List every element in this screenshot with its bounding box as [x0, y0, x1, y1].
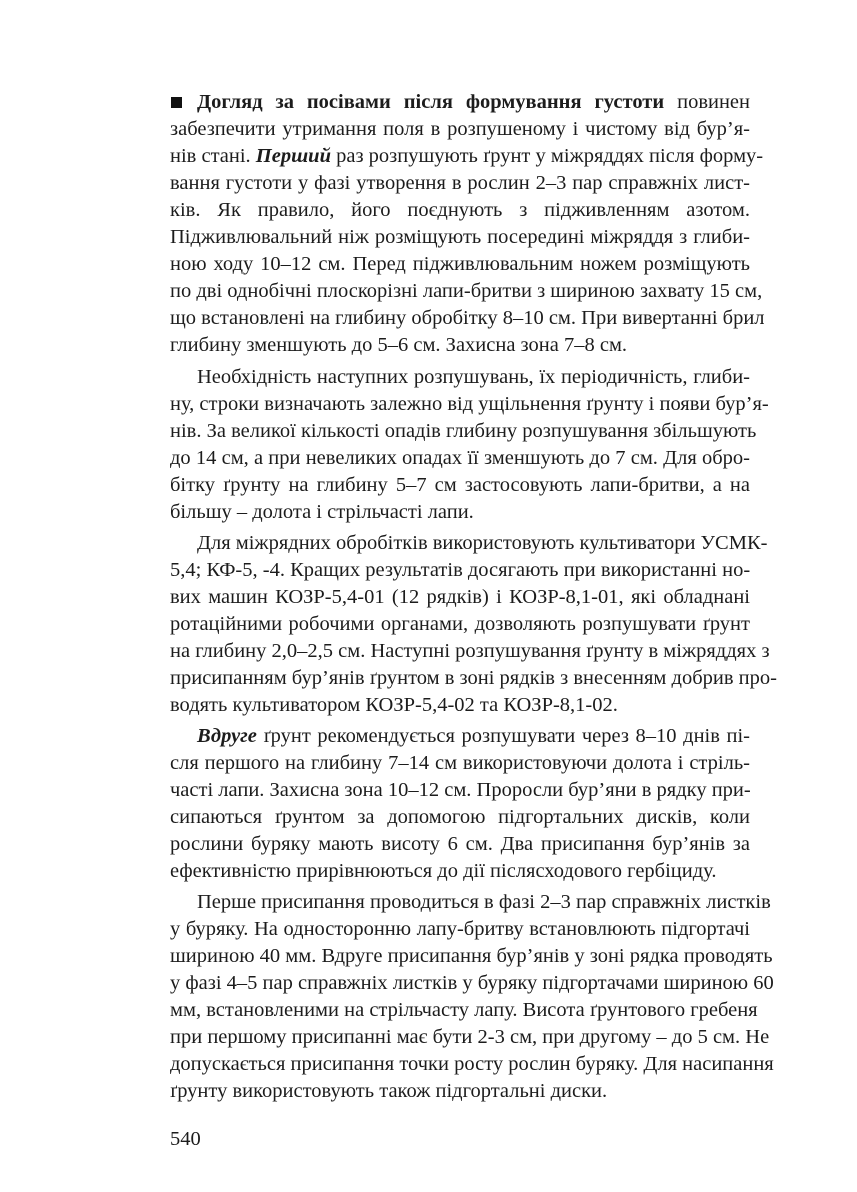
text-line: часті лапи. Захисна зона 10–12 см. Проросли бур’яни в рядку при-: [170, 779, 751, 801]
text-line: мм, встановленими на стрільчасту лапу. Висота ґрунтового гребеня: [170, 999, 758, 1021]
text-line: нів. За великої кількості опадів глибину розпушування збільшують: [170, 420, 757, 442]
page-number: 540: [170, 1128, 201, 1150]
text-line: ґрунту використовують також підгортальні диски.: [170, 1080, 608, 1102]
text-fragment: нів стані.: [170, 145, 251, 167]
text-line: Необхідність наступних розпушувань, їх періодичність, глиби-: [197, 366, 750, 388]
text-line: присипанням бур’янів ґрунтом в зоні рядків з внесенням добрив про-: [170, 667, 777, 689]
text-line: на глибину 2,0–2,5 см. Наступні розпушування ґрунту в міжряддях з: [170, 640, 770, 662]
text-line: [197, 89, 750, 116]
text-line: ну, строки визначають залежно від ущільнення ґрунту і появи бур’я-: [170, 393, 769, 415]
text-line: вих машин КОЗР-5,4-01 (12 рядків) і КОЗР-8,1-01, які обладнані: [170, 586, 750, 608]
text-line: до 14 см, а при невеликих опадах її зменшують до 7 см. Для обро-: [170, 447, 750, 469]
text-line: ротаційними робочими органами, дозволяють розпушувати ґрунт: [170, 613, 750, 635]
text-line: сля першого на глибину 7–14 см використовуючи долота і стріль-: [170, 752, 750, 774]
emphasis-term: Вдруге: [197, 725, 257, 747]
text-line: Для міжрядних обробітків використовують культиватори УСМК-: [197, 532, 768, 554]
text-line: рослини буряку мають висоту 6 см. Два присипання бур’янів за: [170, 833, 750, 855]
text-line: ків. Як правило, його поєднують з підживленням азотом.: [170, 199, 750, 221]
text-line: глибину зменшують до 5–6 см. Захисна зона 7–8 см.: [170, 334, 628, 356]
text-line: у фазі 4–5 пар справжніх листків у буряку підгортачами шириною 60: [170, 972, 774, 994]
square-bullet-icon: [171, 97, 182, 108]
emphasis-term: Перший: [255, 145, 331, 167]
text-line: більшу – долота і стрільчасті лапи.: [170, 501, 474, 523]
text-line: що встановлені на глибину обробітку 8–10 см. При вивертанні брил: [170, 307, 765, 329]
text-line: Перше присипання проводиться в фазі 2–3 пар справжніх листків: [197, 891, 771, 913]
text-line: вання густоти у фазі утворення в рослин 2–3 пар справжніх лист-: [170, 172, 750, 194]
text-line: водять культиватором КОЗР-5,4-02 та КОЗР-8,1-02.: [170, 694, 618, 716]
text-fragment: повинен: [677, 91, 751, 113]
text-line: у буряку. На односторонню лапу-бритву встановлюють підгортачі: [170, 918, 750, 940]
text-line: забезпечити утримання поля в розпушеному і чистому від бур’я-: [170, 118, 750, 140]
text-line: сипаються ґрунтом за допомогою підгортальних дисків, коли: [170, 806, 750, 828]
text-line: Підживлювальний ніж розміщують посередині міжряддя з глиби-: [170, 226, 750, 248]
text-line: бітку ґрунту на глибину 5–7 см застосовують лапи-бритви, а на: [170, 474, 750, 496]
text-line: 5,4; КФ-5, -4. Кращих результатів досягають при використанні но-: [170, 559, 751, 581]
text-line: [170, 143, 764, 170]
text-line: при першому присипанні має бути 2-3 см, при другому – до 5 см. Не: [170, 1026, 770, 1048]
text-line: ною ходу 10–12 см. Перед підживлювальним ножем розміщують: [170, 253, 750, 275]
section-heading: Догляд за посівами після формування густоти: [197, 91, 665, 113]
text-fragment: ґрунт рекомендується розпушувати через 8–10 днів пі-: [263, 725, 751, 747]
text-fragment: раз розпушують ґрунт у міжряддях після форму-: [336, 145, 764, 167]
text-line: по дві однобічні плоскорізні лапи-бритви з шириною захвату 15 см,: [170, 280, 763, 302]
text-line: [197, 723, 750, 750]
text-line: ефективністю прирівнюються до дії післясходового гербіциду.: [170, 860, 717, 882]
text-line: допускається присипання точки росту рослин буряку. Для насипання: [170, 1053, 774, 1075]
text-line: шириною 40 мм. Вдруге присипання бур’янів у зоні рядка проводять: [170, 945, 773, 967]
